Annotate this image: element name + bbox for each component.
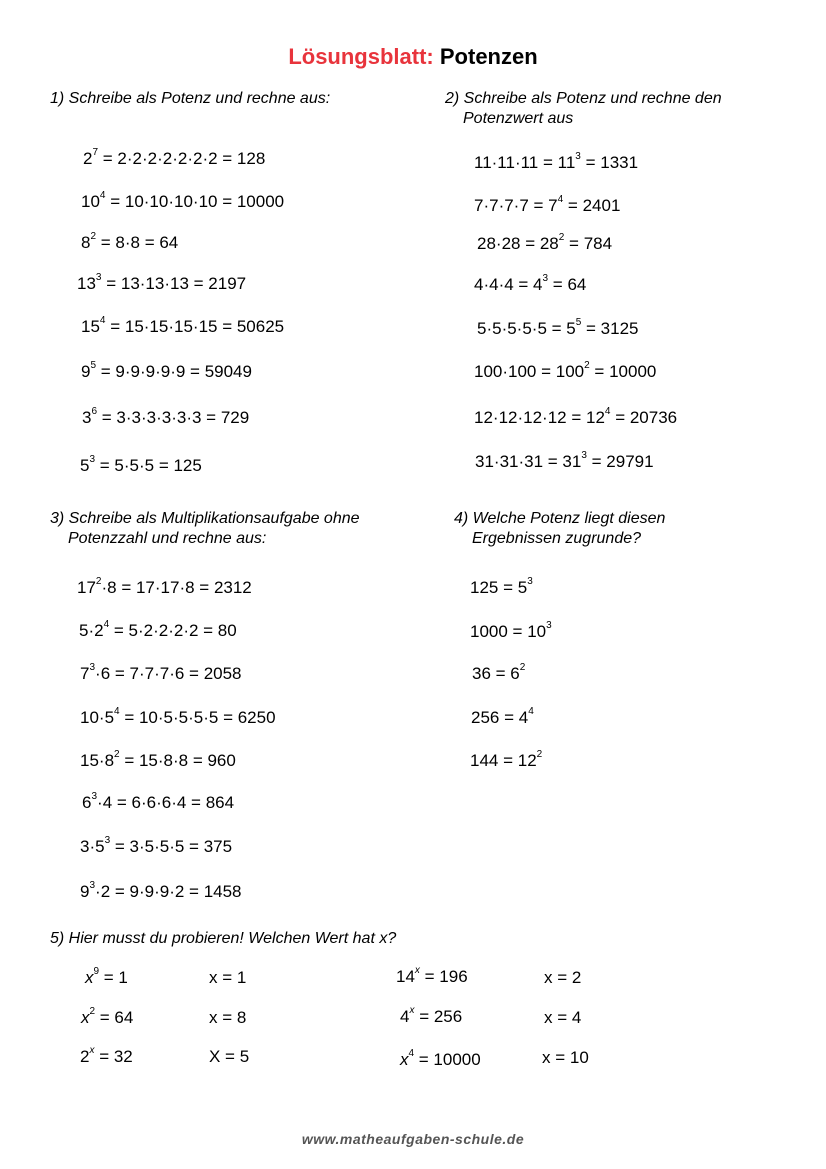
s4-equation: $144 = 12^2$	[470, 749, 543, 770]
s3-equation: $9^3\cdot 2 = 9\cdot 9\cdot 9\cdot 2 = 1458$	[80, 880, 242, 901]
section-5-heading	[50, 929, 396, 949]
s1-equation: $2^7 = 2\cdot 2\cdot 2\cdot 2\cdot 2\cdot 2\cdot 2 = 128$	[83, 147, 266, 168]
s4-equation: $125 = 5^3$	[470, 576, 533, 597]
s5-equation: $x^9 = 1$	[85, 966, 128, 987]
s2-equation: $100\cdot 100 = 100^2 = 10000$	[474, 360, 657, 381]
s3-equation: $5\cdot 2^4 = 5\cdot 2\cdot 2\cdot 2\cdot 2 = 80$	[79, 619, 237, 640]
s3-equation: $3\cdot 5^3 = 3\cdot 5\cdot 5\cdot 5 = 375$	[80, 835, 233, 856]
s5-answer: x = 8	[209, 1008, 247, 1027]
title-solution-label: Lösungsblatt:	[288, 44, 434, 69]
section-4-heading	[454, 509, 665, 549]
section-1-heading	[50, 89, 330, 109]
s1-equation: $13^3 = 13\cdot 13\cdot 13 = 2197$	[77, 272, 247, 293]
s3-equation: $15\cdot 8^2 = 15\cdot 8\cdot 8 = 960$	[80, 749, 236, 770]
s1-equation: $15^4 = 15\cdot 15\cdot 15\cdot 15 = 50625$	[81, 315, 285, 336]
s5-equation: $4^x = 256$	[400, 1005, 463, 1026]
section-1-heading-text: 1) Schreibe als Potenz und rechne aus:	[50, 90, 331, 107]
section-3-heading-line2: Potenzzahl und rechne aus:	[68, 530, 267, 547]
s5-equation: $14^x = 196$	[396, 965, 468, 986]
s2-equation: $31\cdot 31\cdot 31 = 31^3 = 29791$	[475, 450, 654, 471]
section-4-heading-line2: Ergebnissen zugrunde?	[472, 530, 642, 547]
section-2-heading-line1: 2) Schreibe als Potenz und rechne den	[445, 90, 722, 107]
section-5-heading-text: 5) Hier musst du probieren! Welchen Wert hat x?	[50, 930, 397, 947]
section-4-heading-line1: 4) Welche Potenz liegt diesen	[454, 510, 666, 527]
s1-equation: $10^4 = 10\cdot 10\cdot 10\cdot 10 = 10000$	[81, 190, 285, 211]
s5-answer: x = 10	[542, 1048, 589, 1067]
section-3-heading-line1: 3) Schreibe als Multiplikationsaufgabe ohne	[50, 510, 360, 527]
s2-equation: $7\cdot 7\cdot 7\cdot 7 = 7^4 = 2401$	[474, 194, 621, 215]
footer-website: www.matheaufgaben-schule.de	[301, 1131, 525, 1147]
s3-equation: $10\cdot 5^4 = 10\cdot 5\cdot 5\cdot 5\cdot 5 = 6250$	[80, 706, 276, 727]
section-2-heading-line2: Potenzwert aus	[463, 110, 574, 127]
s3-equation: $7^3\cdot 6 = 7\cdot 7\cdot 7\cdot 6 = 2058$	[80, 662, 242, 683]
section-3-heading	[50, 509, 360, 549]
s1-equation: $9^5 = 9\cdot 9\cdot 9\cdot 9\cdot 9 = 59049$	[81, 360, 252, 381]
s2-equation: $11\cdot 11\cdot 11 = 11^3 = 1331$	[474, 151, 639, 172]
s2-equation: $12\cdot 12\cdot 12\cdot 12 = 12^4 = 20736$	[474, 406, 678, 427]
s2-equation: $4\cdot 4\cdot 4 = 4^3 = 64$	[474, 273, 587, 294]
s5-equation: $x^4 = 10000$	[400, 1048, 481, 1069]
s5-answer: x = 1	[209, 968, 247, 987]
section-2-heading	[445, 89, 722, 129]
s4-equation: $1000 = 10^3$	[470, 620, 552, 641]
title-topic: Potenzen	[439, 44, 538, 69]
s5-answer: x = 2	[544, 968, 582, 987]
s4-equation: $36 = 6^2$	[472, 662, 526, 683]
s1-equation: $5^3 = 5\cdot 5\cdot 5 = 125$	[80, 454, 202, 475]
s5-equation: $x^2 = 64$	[81, 1006, 134, 1027]
s2-equation: $5\cdot 5\cdot 5\cdot 5\cdot 5 = 5^5 = 3125$	[477, 317, 639, 338]
s3-equation: $6^3\cdot 4 = 6\cdot 6\cdot 6\cdot 4 = 864$	[82, 791, 235, 812]
s1-equation: $8^2 = 8\cdot 8 = 64$	[81, 231, 179, 252]
s5-answer: X = 5	[209, 1047, 250, 1066]
s4-equation: $256 = 4^4$	[471, 706, 534, 727]
s3-equation: $17^2\cdot 8 = 17\cdot 17\cdot 8 = 2312$	[77, 576, 252, 597]
s5-equation: $2^x = 32$	[80, 1045, 133, 1066]
page-title	[0, 44, 826, 70]
s5-answer: x = 4	[544, 1008, 582, 1027]
s1-equation: $3^6 = 3\cdot 3\cdot 3\cdot 3\cdot 3\cdot 3 = 729$	[82, 406, 250, 427]
s2-equation: $28\cdot 28 = 28^2 = 784$	[477, 232, 613, 253]
